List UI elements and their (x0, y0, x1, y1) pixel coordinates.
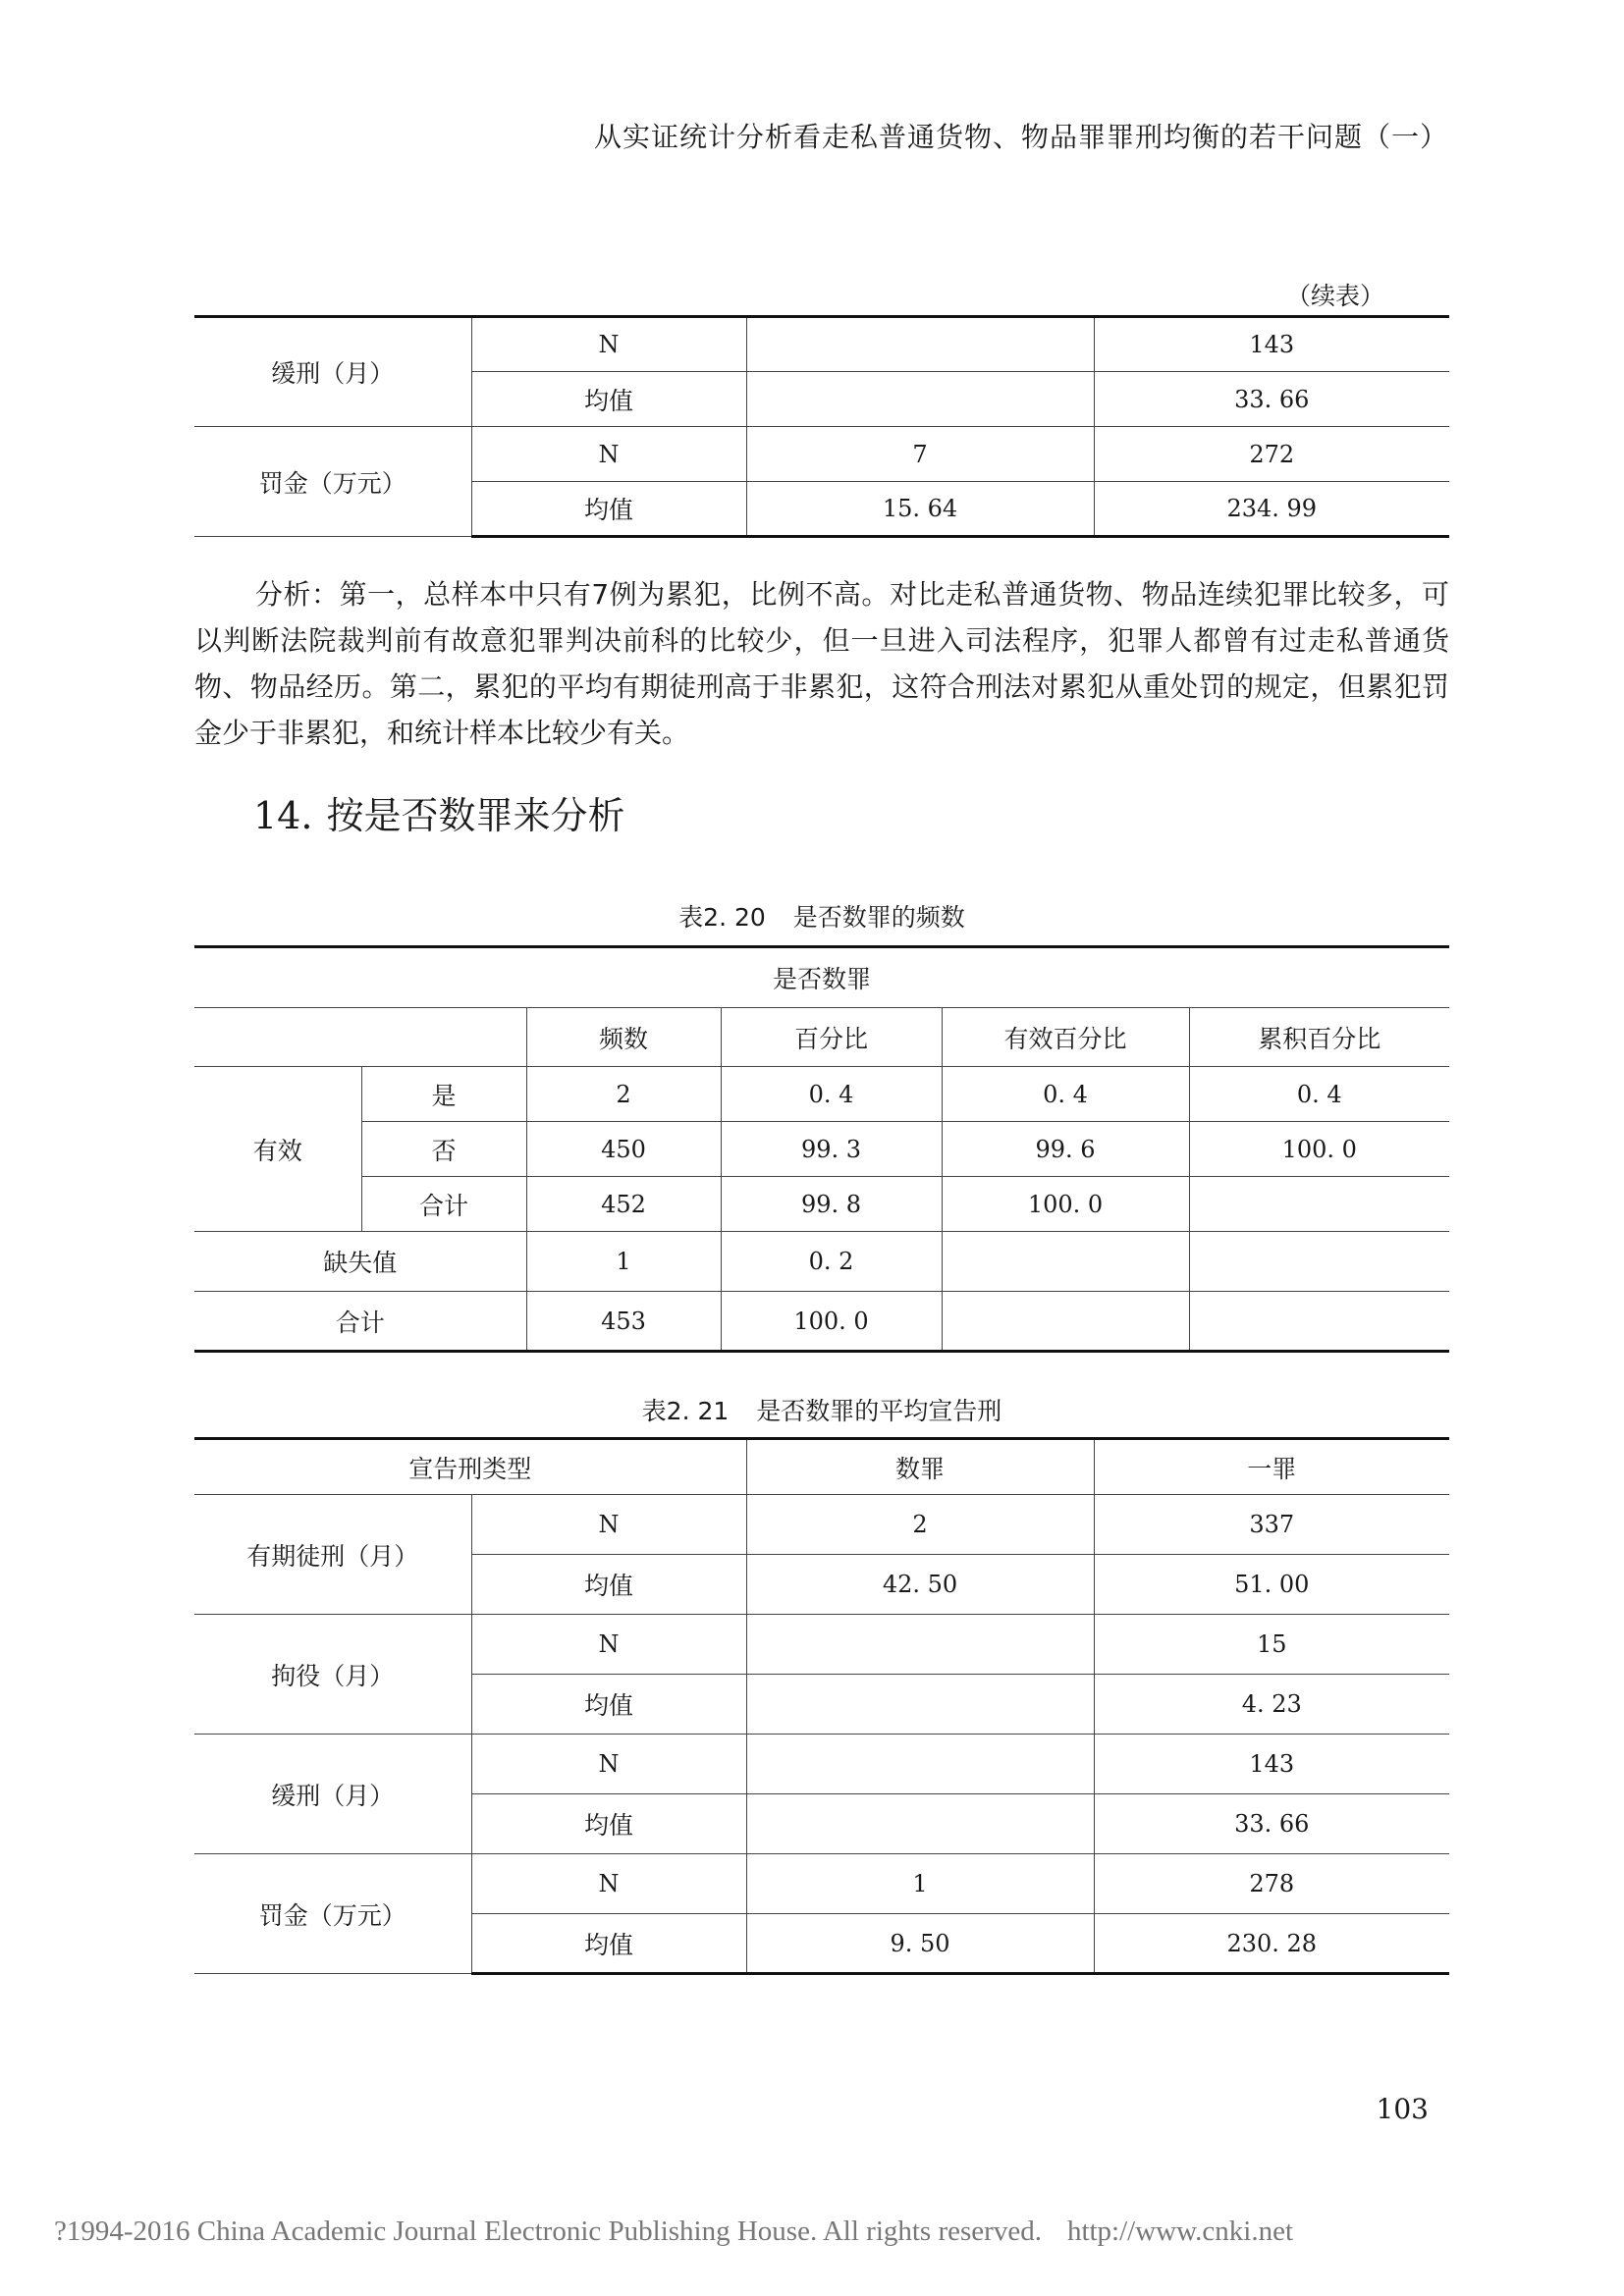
cell-value (746, 1794, 1094, 1854)
valid-group-label: 有效 (194, 1067, 361, 1232)
sentence-table (194, 1437, 1449, 1975)
cell-value: 1 (526, 1232, 721, 1292)
cell-value: 234. 99 (1094, 482, 1449, 537)
stat-label: 均值 (471, 1794, 746, 1854)
cell-value: 99. 6 (942, 1122, 1189, 1177)
cell-value (746, 1615, 1094, 1675)
cell-value: 143 (1094, 317, 1449, 372)
table-caption-title: 是否数罪的平均宣告刑 (756, 1397, 1002, 1425)
header-row (194, 1008, 1449, 1067)
table-row (194, 1177, 1449, 1232)
header-empty (194, 1008, 526, 1067)
frequency-table (194, 945, 1449, 1353)
cell-value: 0. 4 (721, 1067, 942, 1122)
cell-value: 0. 4 (1189, 1067, 1449, 1122)
cell-value: 452 (526, 1177, 721, 1232)
cell-value: 4. 23 (1094, 1675, 1449, 1735)
table-row (194, 427, 1449, 482)
table-caption-title: 是否数罪的频数 (792, 903, 965, 932)
cell-value: 100. 0 (1189, 1122, 1449, 1177)
cell-value: 33. 66 (1094, 1794, 1449, 1854)
analysis-text: 分析：第一，总样本中只有7例为累犯，比例不高。对比走私普通货物、物品连续犯罪比较多，可以判断法院裁判前有故意犯罪判决前科的比较少，但一旦进入司法程序，犯罪人都曾有过走私普通货物、物品经历。第二，累犯的平均有期徒刑高于非累犯，这符合刑法对累犯从重处罚的规定，但累犯罚金少于非累犯，和统计样本比较少有关。 (194, 578, 1449, 749)
table-row (194, 1854, 1449, 1914)
cell-value (1189, 1177, 1449, 1232)
row-label: 合计 (194, 1292, 526, 1352)
table-caption-label: 表2. 21 (641, 1397, 730, 1425)
continued-sentence-table (194, 315, 1449, 538)
running-header-title: 从实证统计分析看走私普通货物、物品罪罪刑均衡的若干问题（一） (593, 121, 1448, 153)
table-title-row (194, 947, 1449, 1008)
row-category: 拘役（月） (194, 1615, 471, 1735)
table-caption (194, 1392, 1449, 1427)
cell-value (746, 1735, 1094, 1794)
cell-value (746, 372, 1094, 427)
cell-value: 100. 0 (721, 1292, 942, 1352)
stat-label: 均值 (471, 1555, 746, 1615)
column-header: 累积百分比 (1189, 1008, 1449, 1067)
table-row (194, 1067, 1449, 1122)
row-label: 缺失值 (194, 1232, 526, 1292)
cell-value (746, 317, 1094, 372)
cell-value: 453 (526, 1292, 721, 1352)
cell-value (1189, 1292, 1449, 1352)
cell-value (746, 1675, 1094, 1735)
stat-label: N (471, 427, 746, 482)
column-header: 百分比 (721, 1008, 942, 1067)
cell-value: 7 (746, 427, 1094, 482)
cell-value (942, 1232, 1189, 1292)
stat-label: N (471, 1854, 746, 1914)
stat-label: 均值 (471, 482, 746, 537)
column-header: 数罪 (746, 1439, 1094, 1495)
footer-copyright: ?1994-2016 China Academic Journal Electronic Publishing House. All rights reserved. (54, 2216, 1042, 2247)
cell-value: 15 (1094, 1615, 1449, 1675)
table-row (194, 1232, 1449, 1292)
cell-value: 2 (746, 1495, 1094, 1555)
row-category: 缓刑（月） (194, 1735, 471, 1854)
table-caption-label: 表2. 20 (678, 903, 766, 932)
cell-value: 2 (526, 1067, 721, 1122)
stat-label: N (471, 1495, 746, 1555)
cell-value: 9. 50 (746, 1914, 1094, 1974)
row-label: 否 (361, 1122, 526, 1177)
stat-label: 均值 (471, 1914, 746, 1974)
table-title: 是否数罪 (194, 947, 1449, 1008)
row-category: 有期徒刑（月） (194, 1495, 471, 1615)
stat-label: 均值 (471, 1675, 746, 1735)
cell-value: 337 (1094, 1495, 1449, 1555)
cell-value: 33. 66 (1094, 372, 1449, 427)
footer (54, 2216, 1293, 2248)
table-caption (194, 898, 1449, 934)
page-number: 103 (1376, 2093, 1429, 2125)
cell-value: 0. 2 (721, 1232, 942, 1292)
table-row (194, 1735, 1449, 1794)
cell-value: 1 (746, 1854, 1094, 1914)
section-number: 14. (253, 794, 313, 837)
cell-value (942, 1292, 1189, 1352)
cell-value: 278 (1094, 1854, 1449, 1914)
cell-value: 42. 50 (746, 1555, 1094, 1615)
cell-value: 99. 8 (721, 1177, 942, 1232)
cell-value: 15. 64 (746, 482, 1094, 537)
row-category: 罚金（万元） (194, 427, 471, 537)
cell-value: 450 (526, 1122, 721, 1177)
column-header: 宣告刑类型 (194, 1439, 746, 1495)
column-header: 有效百分比 (942, 1008, 1189, 1067)
table-row (194, 1292, 1449, 1352)
stat-label: N (471, 1615, 746, 1675)
column-header: 频数 (526, 1008, 721, 1067)
cell-value (1189, 1232, 1449, 1292)
header-row (194, 1439, 1449, 1495)
continued-table-note: （续表） (1285, 282, 1384, 310)
cell-value: 51. 00 (1094, 1555, 1449, 1615)
table-row (194, 1495, 1449, 1555)
cell-value: 100. 0 (942, 1177, 1189, 1232)
table-row (194, 317, 1449, 372)
cell-value: 0. 4 (942, 1067, 1189, 1122)
stat-label: N (471, 1735, 746, 1794)
analysis-paragraph (194, 571, 1449, 756)
section-title: 按是否数罪来分析 (326, 794, 625, 837)
section-heading (253, 785, 624, 839)
stat-label: 均值 (471, 372, 746, 427)
row-category: 缓刑（月） (194, 317, 471, 427)
row-label: 是 (361, 1067, 526, 1122)
cell-value: 143 (1094, 1735, 1449, 1794)
footer-url[interactable]: http://www.cnki.net (1066, 2216, 1294, 2247)
cell-value: 272 (1094, 427, 1449, 482)
stat-label: N (471, 317, 746, 372)
row-label: 合计 (361, 1177, 526, 1232)
column-header: 一罪 (1094, 1439, 1449, 1495)
cell-value: 99. 3 (721, 1122, 942, 1177)
table-row (194, 1122, 1449, 1177)
cell-value: 230. 28 (1094, 1914, 1449, 1974)
table-row (194, 1615, 1449, 1675)
row-category: 罚金（万元） (194, 1854, 471, 1974)
